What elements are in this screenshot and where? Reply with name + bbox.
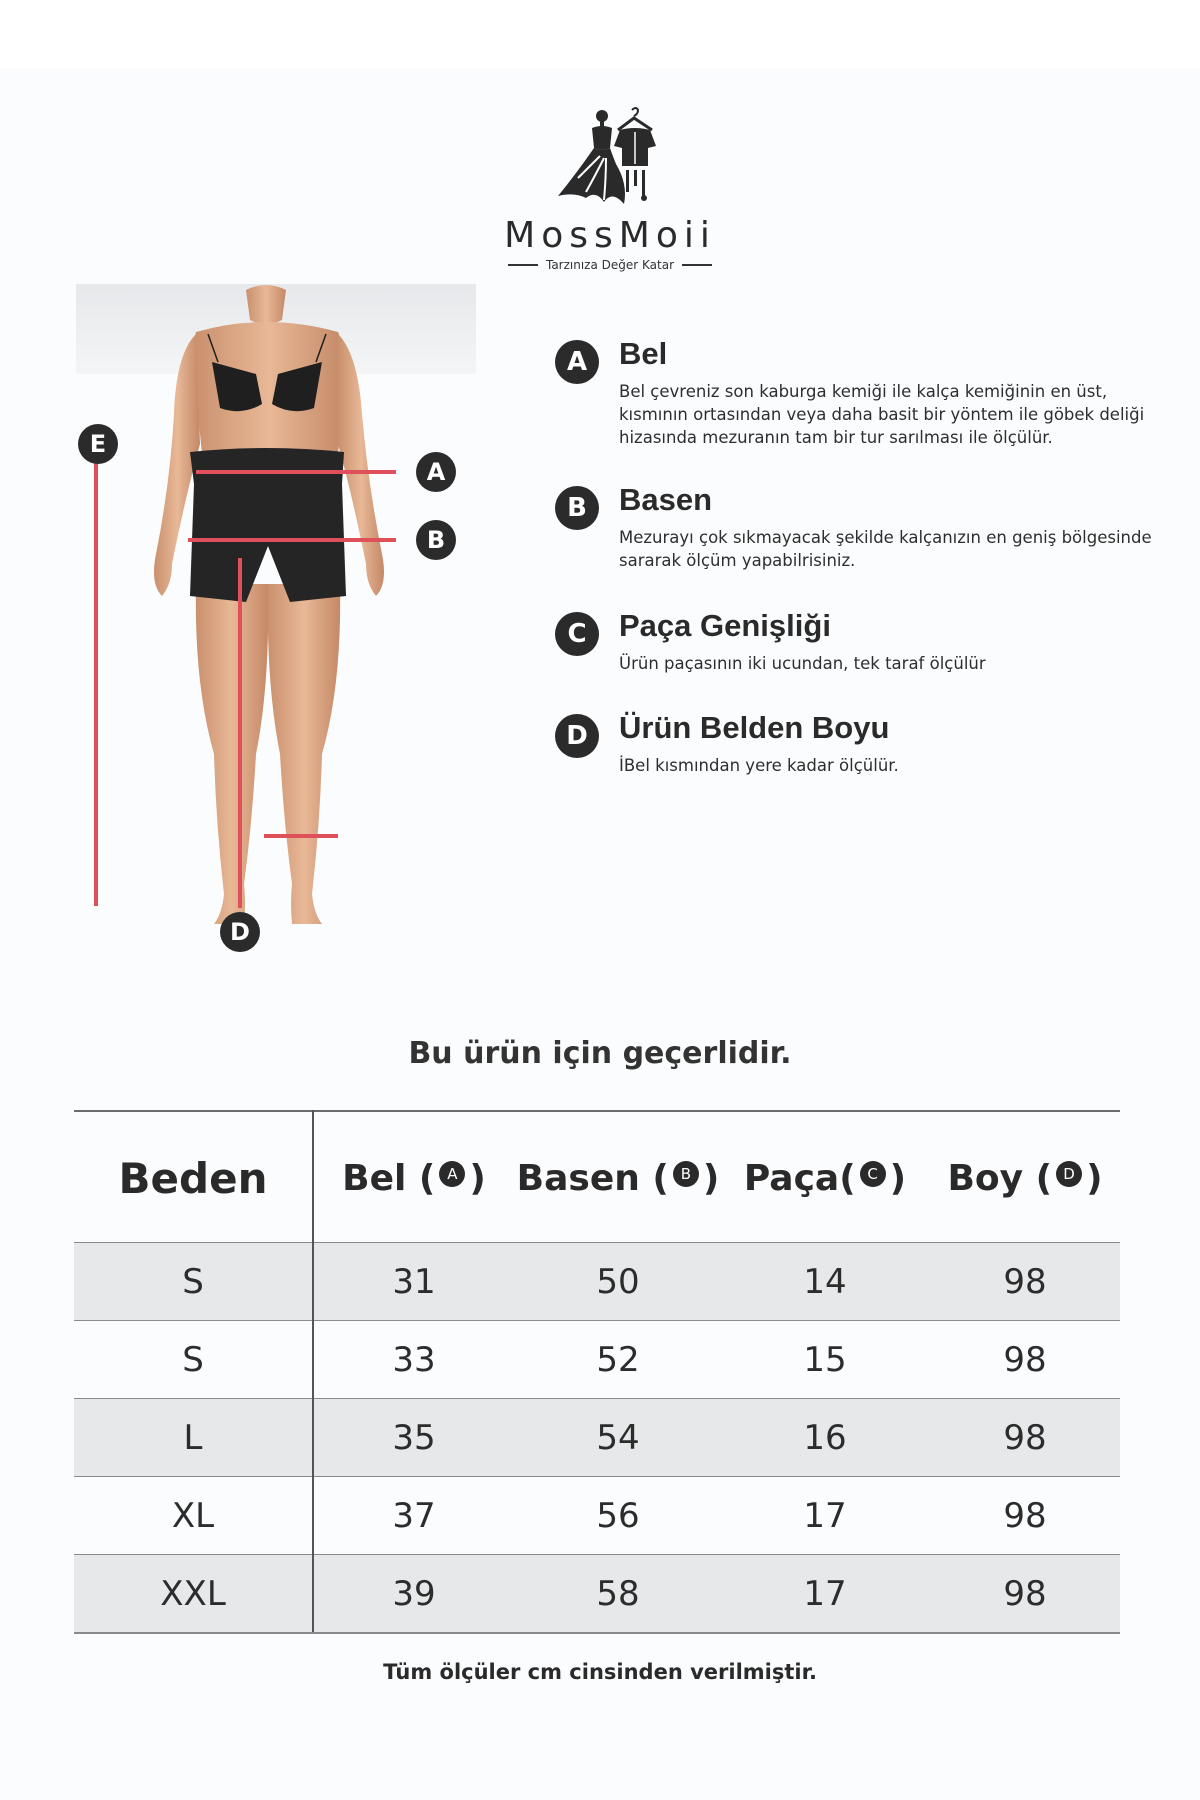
boy-cell: 98 [1003, 1496, 1047, 1536]
size-cell: S [182, 1340, 204, 1380]
bel-cell: 39 [392, 1574, 436, 1614]
dress-and-hanger-logo-icon [556, 104, 666, 212]
basen-cell: 56 [596, 1496, 640, 1536]
column-header-basen: Basen ( B ) [516, 1157, 720, 1199]
boy-cell: 98 [1003, 1574, 1047, 1614]
boy-cell: 98 [1003, 1340, 1047, 1380]
letter-badge: B [555, 486, 599, 530]
bel-cell: 35 [392, 1418, 436, 1458]
size-cell: L [183, 1418, 203, 1458]
basen-cell: 50 [596, 1262, 640, 1302]
size-cell: S [182, 1262, 204, 1302]
bel-cell: 33 [392, 1340, 436, 1380]
bel-cell: 37 [392, 1496, 436, 1536]
divider [682, 264, 712, 266]
table-bottom-border [74, 1632, 1120, 1634]
table-header-row [74, 1110, 1120, 1244]
measurement-title: Bel [619, 336, 668, 371]
section-caption: Bu ürün için geçerlidir. [408, 1036, 792, 1071]
table-row [74, 1242, 1120, 1321]
measurement-title: Basen [619, 482, 713, 517]
boy-cell: 98 [1003, 1418, 1047, 1458]
measurement-text: Bel çevreniz son kaburga kemiği ile kalça kemiğinin en üst, kısmının ortasından veya daha basit bir yöntem ile göbek deliği hizasında mezuranın tam bir tur sarılması ile ölçülür. [619, 382, 1145, 447]
units-footnote: Tüm ölçüler cm cinsinden verilmiştir. [383, 1660, 817, 1684]
circle-letter-icon: D [1056, 1161, 1082, 1187]
measurement-text: Mezurayı çok sıkmayacak şekilde kalçanızın en geniş bölgesinde sararak ölçüm yapabilrisiniz. [619, 528, 1152, 570]
boy-cell: 98 [1003, 1262, 1047, 1302]
marker-a-badge: A [416, 452, 456, 492]
divider [508, 264, 538, 266]
marker-d-badge: D [220, 912, 260, 952]
brand-name: MossMoii [504, 215, 716, 256]
basen-cell: 58 [596, 1574, 640, 1614]
table-row [74, 1398, 1120, 1477]
size-cell: XXL [160, 1574, 226, 1614]
paca-cell: 15 [803, 1340, 847, 1380]
table-row [74, 1554, 1120, 1633]
bel-cell: 31 [392, 1262, 436, 1302]
measurement-title: Ürün Belden Boyu [619, 710, 890, 745]
measurement-title: Paça Genişliği [619, 608, 831, 643]
model-illustration [76, 284, 476, 964]
column-divider [312, 1110, 314, 1632]
letter-badge: C [555, 612, 599, 656]
marker-b-badge: B [416, 520, 456, 560]
table-row [74, 1476, 1120, 1555]
paca-cell: 17 [803, 1496, 847, 1536]
circle-letter-icon: A [439, 1161, 465, 1187]
paca-cell: 14 [803, 1262, 847, 1302]
table-row [74, 1320, 1120, 1399]
measurement-text: İBel kısmından yere kadar ölçülür. [619, 756, 899, 775]
paca-cell: 17 [803, 1574, 847, 1614]
basen-cell: 52 [596, 1340, 640, 1380]
measurement-text: Ürün paçasının iki ucundan, tek taraf ölçülür [619, 654, 986, 673]
letter-badge: D [555, 714, 599, 758]
letter-badge: A [555, 340, 599, 384]
body-measurement-figure [76, 284, 476, 964]
column-header-beden: Beden [118, 1153, 268, 1203]
circle-letter-icon: B [673, 1161, 699, 1187]
paca-cell: 16 [803, 1418, 847, 1458]
tagline-row [500, 258, 720, 272]
basen-cell: 54 [596, 1418, 640, 1458]
column-header-boy: Boy ( D ) [947, 1157, 1103, 1199]
marker-e-badge: E [78, 424, 118, 464]
size-cell: XL [171, 1496, 215, 1536]
column-header-paca: Paça( C ) [743, 1157, 907, 1199]
column-header-bel: Bel ( A ) [342, 1157, 486, 1199]
brand-tagline: Tarzınıza Değer Katar [545, 258, 675, 272]
circle-letter-icon: C [860, 1161, 886, 1187]
